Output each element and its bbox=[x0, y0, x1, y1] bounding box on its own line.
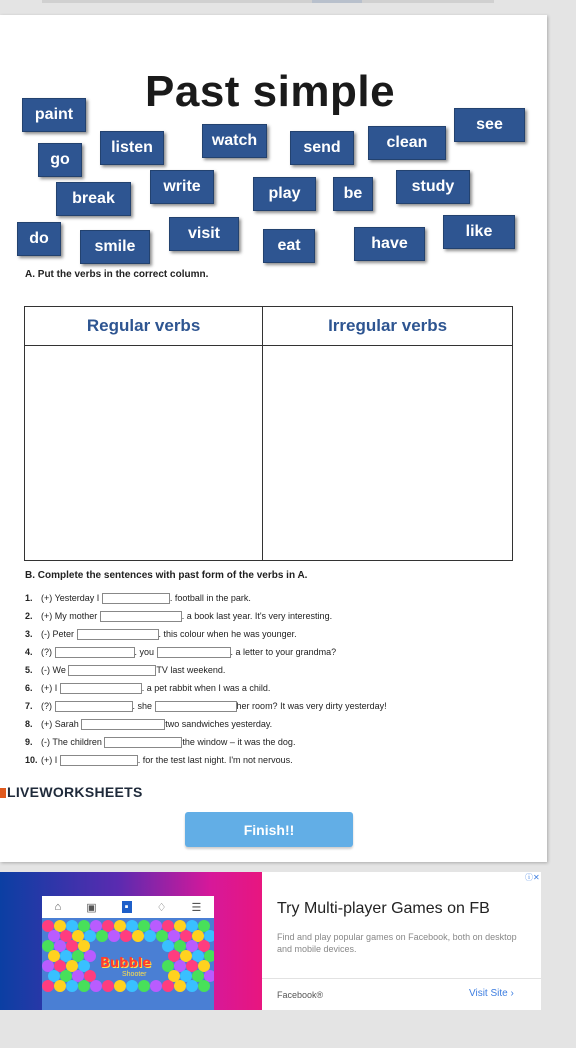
verb-columns-table bbox=[24, 306, 513, 561]
ad-source: Facebook® bbox=[277, 990, 324, 1000]
bubble-game-preview bbox=[42, 918, 214, 1010]
sentence-number: 8. bbox=[25, 719, 33, 729]
sentence-number: 7. bbox=[25, 701, 33, 711]
bubble bbox=[162, 980, 174, 992]
ad-description: Find and play popular games on Facebook, both on desktop and mobile devices. bbox=[277, 932, 517, 954]
regular-verbs-dropzone[interactable] bbox=[25, 346, 263, 561]
bubble bbox=[78, 980, 90, 992]
instruction-b: B. Complete the sentences with past form of the verbs in A. bbox=[25, 570, 308, 581]
answer-blank-4a[interactable] bbox=[55, 647, 135, 658]
word-card-clean[interactable]: clean bbox=[368, 126, 446, 160]
word-card-have[interactable]: have bbox=[354, 227, 425, 261]
sentence-9: 9. (-) The children the window – it was the dog. bbox=[25, 737, 296, 747]
word-card-break[interactable]: break bbox=[56, 182, 131, 216]
regular-verbs-header: Regular verbs bbox=[25, 307, 263, 346]
word-card-study[interactable]: study bbox=[396, 170, 470, 204]
liveworksheets-logo[interactable]: LIVEWORKSHEETS bbox=[0, 784, 143, 800]
phone-toolbar bbox=[42, 896, 214, 918]
answer-blank-2[interactable] bbox=[100, 611, 182, 622]
video-icon: ▣ bbox=[86, 901, 97, 914]
game-logo: Bubble bbox=[100, 956, 152, 971]
home-icon: ⌂ bbox=[54, 901, 62, 913]
word-card-listen[interactable]: listen bbox=[100, 131, 164, 165]
sentence-number: 1. bbox=[25, 593, 33, 603]
sentence-2: 2. (+) My mother . a book last year. It's very interesting. bbox=[25, 611, 333, 621]
ad-title[interactable]: Try Multi-player Games on FB bbox=[277, 900, 490, 917]
word-card-see[interactable]: see bbox=[454, 108, 525, 142]
answer-blank-9[interactable] bbox=[104, 737, 182, 748]
word-card-like[interactable]: like bbox=[443, 215, 515, 249]
bubble bbox=[198, 980, 210, 992]
answer-blank-7b[interactable] bbox=[155, 701, 237, 712]
sentence-number: 4. bbox=[25, 647, 33, 657]
ad-image[interactable] bbox=[0, 872, 262, 1010]
sentence-5: 5. (-) We TV last weekend. bbox=[25, 665, 226, 675]
bubble bbox=[102, 980, 114, 992]
bubble bbox=[54, 980, 66, 992]
logo-mark-icon bbox=[0, 788, 6, 798]
menu-icon: ☰ bbox=[191, 901, 202, 914]
phone-mockup bbox=[42, 896, 214, 1010]
bubble bbox=[138, 980, 150, 992]
answer-blank-4b[interactable] bbox=[157, 647, 231, 658]
sentence-8: 8. (+) Sarah two sandwiches yesterday. bbox=[25, 719, 273, 729]
word-card-be[interactable]: be bbox=[333, 177, 373, 211]
word-card-smile[interactable]: smile bbox=[80, 230, 150, 264]
sentence-4: 4. (?) . you . a letter to your grandma? bbox=[25, 647, 337, 657]
visit-site-link[interactable]: Visit Site › bbox=[469, 988, 514, 999]
sentence-number: 2. bbox=[25, 611, 33, 621]
answer-blank-3[interactable] bbox=[77, 629, 159, 640]
sentence-7: 7. (?) . she her room? It was very dirty yesterday! bbox=[25, 701, 387, 711]
ad-divider bbox=[262, 978, 541, 979]
sentence-10: 10. (+) I . for the test last night. I'm not nervous. bbox=[25, 755, 293, 765]
word-card-paint[interactable]: paint bbox=[22, 98, 86, 132]
bubble bbox=[66, 980, 78, 992]
sentence-number: 3. bbox=[25, 629, 33, 639]
sentence-number: 5. bbox=[25, 665, 33, 675]
bell-icon: ♢ bbox=[156, 901, 167, 914]
bubble bbox=[150, 980, 162, 992]
bubble bbox=[120, 930, 132, 942]
word-card-do[interactable]: do bbox=[17, 222, 61, 256]
bubble bbox=[42, 980, 54, 992]
bubble bbox=[186, 980, 198, 992]
sentence-3: 3. (-) Peter . this colour when he was younger. bbox=[25, 629, 297, 639]
game-logo-sub: Shooter bbox=[122, 971, 147, 978]
bubble bbox=[132, 930, 144, 942]
bubble bbox=[114, 980, 126, 992]
store-icon: ▪ bbox=[122, 901, 132, 913]
bubble bbox=[144, 930, 156, 942]
answer-blank-1[interactable] bbox=[102, 593, 170, 604]
answer-blank-10[interactable] bbox=[60, 755, 138, 766]
instruction-a: A. Put the verbs in the correct column. bbox=[25, 269, 209, 280]
sentence-number: 10. bbox=[25, 755, 38, 765]
bubble bbox=[126, 980, 138, 992]
bubble bbox=[108, 930, 120, 942]
answer-blank-8[interactable] bbox=[81, 719, 165, 730]
bubble bbox=[90, 980, 102, 992]
chevron-right-icon: › bbox=[510, 988, 514, 999]
advertisement[interactable] bbox=[0, 872, 541, 1010]
answer-blank-7a[interactable] bbox=[55, 701, 133, 712]
finish-button[interactable]: Finish!! bbox=[185, 812, 353, 847]
sentence-number: 6. bbox=[25, 683, 33, 693]
word-card-visit[interactable]: visit bbox=[169, 217, 239, 251]
word-card-eat[interactable]: eat bbox=[263, 229, 315, 263]
word-card-send[interactable]: send bbox=[290, 131, 354, 165]
sentence-number: 9. bbox=[25, 737, 33, 747]
irregular-verbs-dropzone[interactable] bbox=[263, 346, 513, 561]
bubble bbox=[96, 930, 108, 942]
irregular-verbs-header: Irregular verbs bbox=[263, 307, 513, 346]
answer-blank-5[interactable] bbox=[68, 665, 156, 676]
sentence-1: 1. (+) Yesterday I . football in the park. bbox=[25, 593, 251, 603]
word-card-play[interactable]: play bbox=[253, 177, 316, 211]
adchoices-icon[interactable]: ⓘ✕ bbox=[525, 873, 540, 882]
page-title: Past simple bbox=[145, 67, 396, 116]
top-scroll-bar bbox=[42, 0, 494, 3]
bubble bbox=[174, 980, 186, 992]
word-card-go[interactable]: go bbox=[38, 143, 82, 177]
worksheet bbox=[0, 15, 547, 862]
sentence-6: 6. (+) I . a pet rabbit when I was a child. bbox=[25, 683, 271, 693]
answer-blank-6[interactable] bbox=[60, 683, 142, 694]
word-card-watch[interactable]: watch bbox=[202, 124, 267, 158]
word-card-write[interactable]: write bbox=[150, 170, 214, 204]
